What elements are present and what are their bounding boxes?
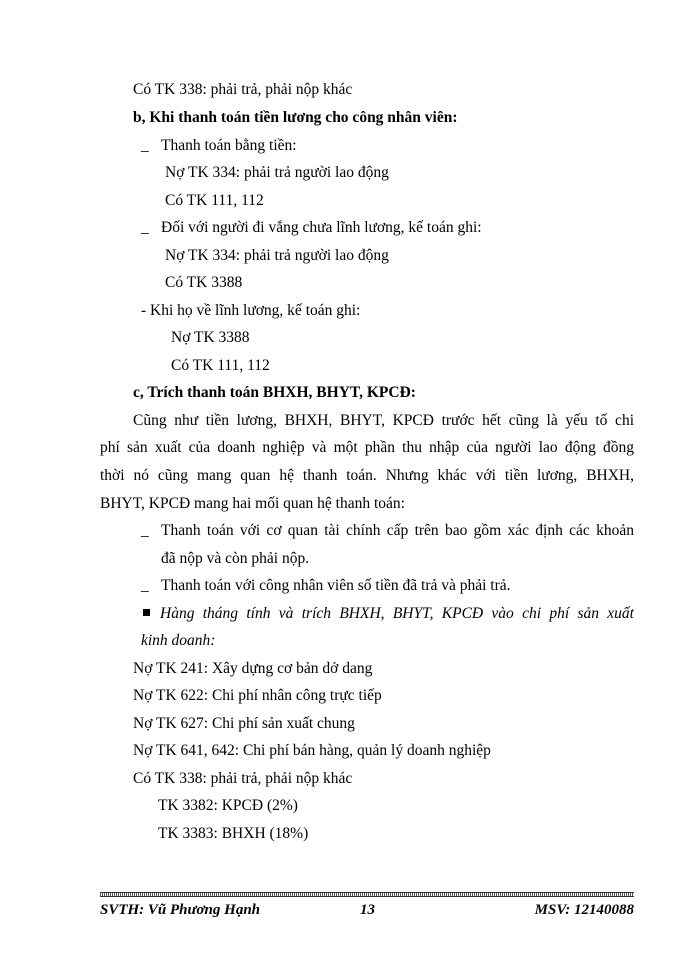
entry-debit-627: Nợ TK 627: Chi phí sản xuất chung [133, 715, 355, 732]
dash-item-continuation: đã nộp và còn phải nộp. [161, 550, 310, 567]
entry-credit-338: Có TK 338: phải trả, phải nộp khác [133, 770, 353, 787]
entry-debit-622: Nợ TK 622: Chi phí nhân công trực tiếp [133, 687, 382, 704]
bullet-item-monthly [143, 604, 634, 624]
footer-author: SVTH: Vũ Phương Hạnh [100, 902, 261, 918]
paragraph-line: BHYT, KPCĐ mang hai mối quan hệ thanh toán: [100, 495, 405, 512]
footer-divider [100, 892, 634, 897]
dash-item-absent-workers [141, 218, 482, 238]
paragraph-line: thời nó cũng mang quan hệ thanh toán. Nhưng khác với tiền lương, BHXH, [100, 467, 634, 484]
entry-debit-3388: Nợ TK 3388 [171, 329, 250, 346]
bullet-item-text: Hàng tháng tính và trích BHXH, BHYT, KPCĐ vào chi phí sản xuất [160, 605, 634, 622]
dash-item-upper-agency [141, 521, 634, 541]
entry-debit-334: Nợ TK 334: phải trả người lao động [165, 164, 389, 181]
paragraph-line: phí sản xuất của doanh nghiệp và một phần thu nhập của người lao động đồng [100, 439, 634, 456]
entry-sub-3382: TK 3382: KPCĐ (2%) [158, 797, 298, 814]
entry-debit-641-642: Nợ TK 641, 642: Chi phí bán hàng, quản lý doanh nghiệp [133, 742, 491, 759]
square-bullet-icon [143, 609, 150, 616]
note-collect-wages: - Khi họ về lĩnh lương, kế toán ghi: [141, 302, 361, 319]
entry-credit-338: Có TK 338: phải trả, phải nộp khác [133, 81, 353, 98]
section-heading-b: b, Khi thanh toán tiền lương cho công nhân viên: [133, 109, 458, 126]
entry-credit-111-112: Có TK 111, 112 [171, 357, 270, 374]
section-heading-c: c, Trích thanh toán BHXH, BHYT, KPCĐ: [133, 384, 416, 401]
dash-marker: _ [141, 137, 149, 154]
dash-item-text: Thanh toán bằng tiền: [161, 137, 297, 154]
dash-item-text: Thanh toán với công nhân viên số tiền đã trả và phải trả. [161, 577, 511, 594]
dash-item-employees [141, 576, 511, 596]
entry-credit-3388: Có TK 3388 [165, 274, 243, 291]
entry-debit-334: Nợ TK 334: phải trả người lao động [165, 247, 389, 264]
entry-sub-3383: TK 3383: BHXH (18%) [158, 825, 309, 842]
dash-marker: _ [141, 577, 149, 594]
dash-marker: _ [141, 219, 149, 236]
dash-item-cash-payment [141, 136, 297, 156]
bullet-item-continuation: kinh doanh: [141, 632, 216, 649]
footer-student-id: MSV: 12140088 [534, 902, 634, 918]
dash-marker: _ [141, 522, 149, 539]
paragraph-line: Cũng như tiền lương, BHXH, BHYT, KPCĐ trước hết cũng là yếu tố chi [133, 412, 634, 429]
entry-credit-111-112: Có TK 111, 112 [165, 192, 264, 209]
footer-page-number: 13 [360, 902, 375, 918]
dash-item-text: Đối với người đi vắng chưa lĩnh lương, kế toán ghi: [161, 219, 482, 236]
dash-item-text: Thanh toán với cơ quan tài chính cấp trên bao gồm xác định các khoản [161, 522, 634, 539]
entry-debit-241: Nợ TK 241: Xây dựng cơ bản dở dang [133, 660, 373, 677]
